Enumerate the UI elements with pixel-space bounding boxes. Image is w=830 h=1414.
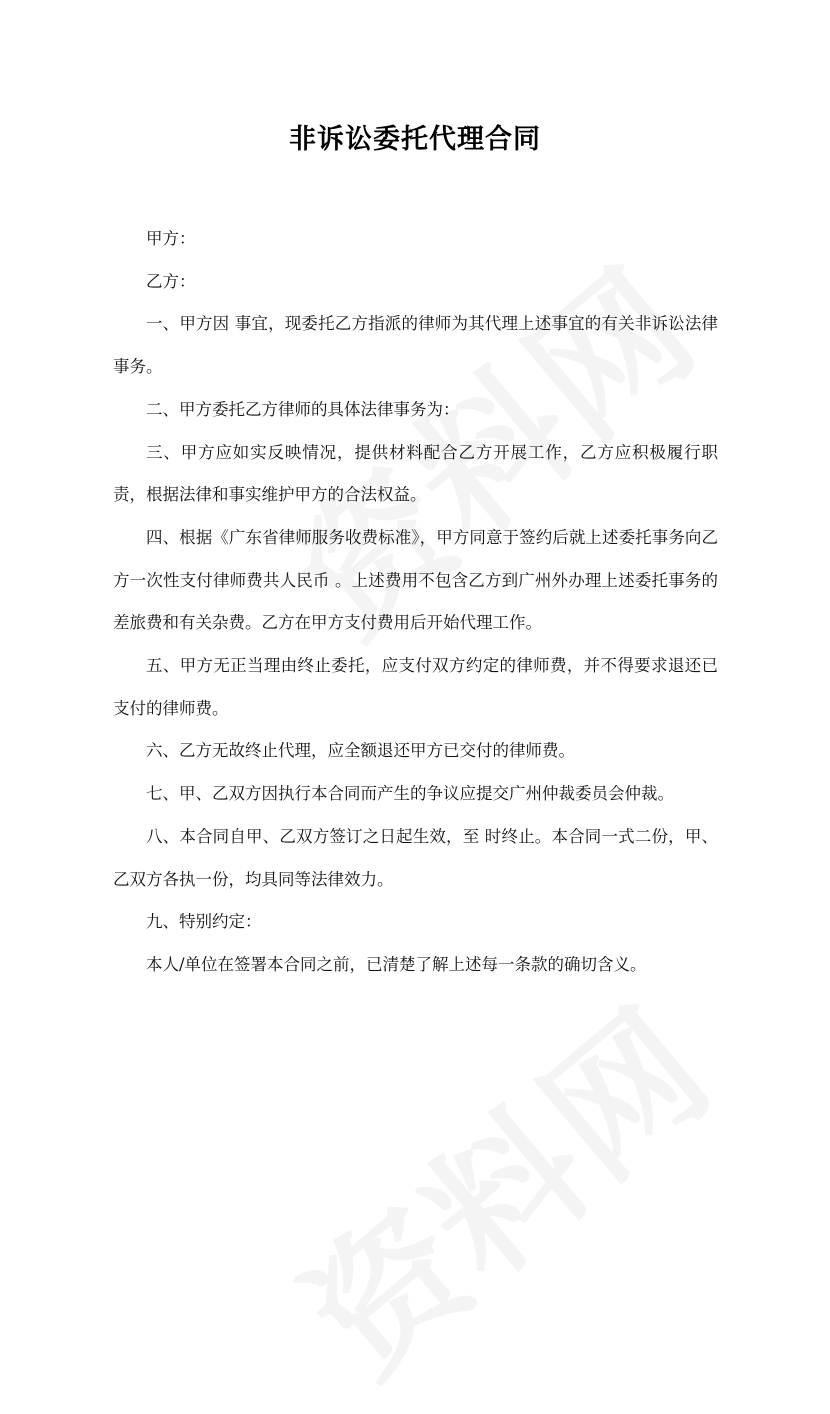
party-b-line: 乙方： — [146, 271, 196, 291]
acknowledgement: 本人/单位在签署本合同之前，已清楚了解上述每一条款的确切含义。 — [146, 954, 647, 974]
clause-2: 二、甲方委托乙方律师的具体法律事务为： — [146, 399, 460, 419]
contract-body — [113, 218, 718, 987]
clause-3: 三、甲方应如实反映情况，提供材料配合乙方开展工作，乙方应积极履行职责，根据法律和事实维护甲方的合法权益。 — [113, 442, 718, 505]
watermark — [255, 952, 748, 1414]
clause-7: 七、甲、乙双方因执行本合同而产生的争议应提交广州仲裁委员会仲裁。 — [146, 784, 674, 804]
clause-5: 五、甲方无正当理由终止委托，应支付双方约定的律师费，并不得要求退还已支付的律师费。 — [113, 656, 718, 718]
party-a-line: 甲方： — [146, 229, 196, 248]
clause-4: 四、根据《广东省律师服务收费标准》，甲方同意于签约后就上述委托事务向乙方一次性支付律师费共人民币 。上述费用不包含乙方到广州外办理上述委托事务的差旅费和有关杂费。乙方在甲方支付费用后开始代理工作。 — [113, 527, 718, 633]
clause-6: 六、乙方无故终止代理，应全额退还甲方已交付的律师费。 — [146, 741, 575, 761]
clause-8: 八、本合同自甲、乙双方签订之日起生效，至 时终止。本合同一式二份，甲、乙双方各执一份，均具同等法律效力。 — [113, 826, 718, 889]
clause-9: 九、特别约定： — [146, 912, 262, 932]
document-title: 非诉讼委托代理合同 — [289, 124, 541, 155]
clause-1: 一、甲方因 事宜，现委托乙方指派的律师为其代理上述事宜的有关非诉讼法律事务。 — [113, 314, 718, 377]
